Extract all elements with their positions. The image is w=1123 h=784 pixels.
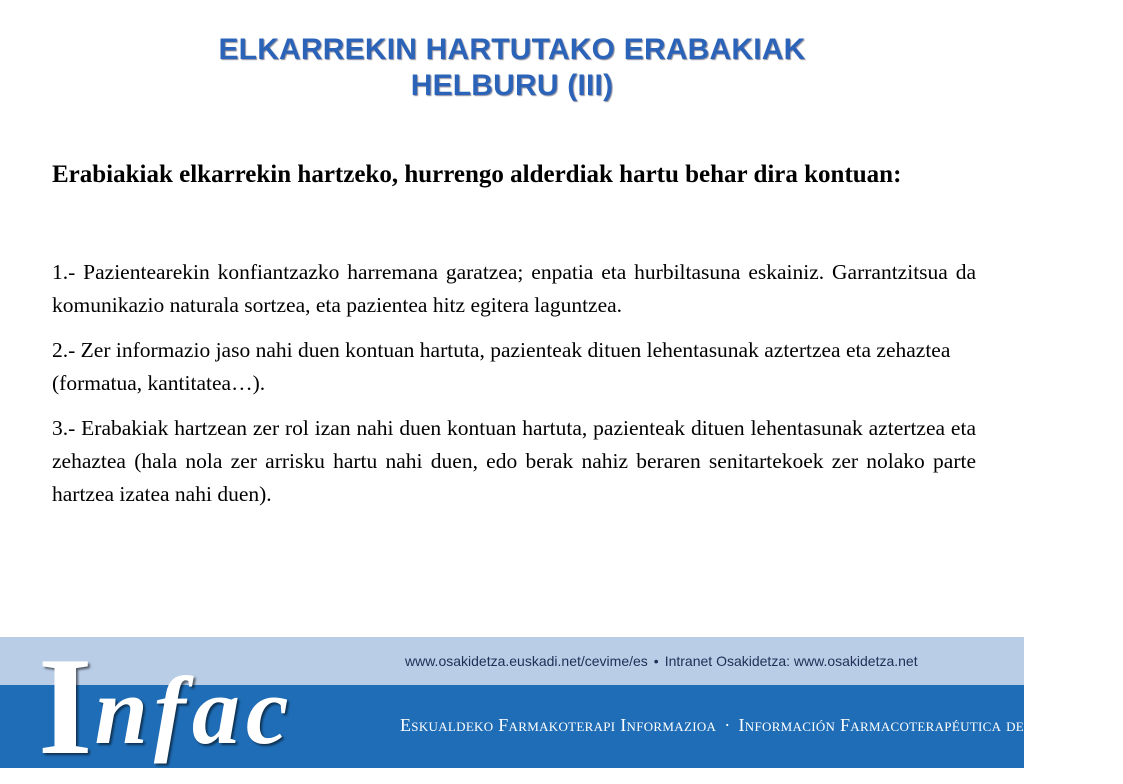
footer-url-intranet[interactable]: Intranet Osakidetza: www.osakidetza.net bbox=[664, 653, 918, 669]
footer-url-cevime[interactable]: www.osakidetza.euskadi.net/cevime/es bbox=[405, 653, 648, 669]
footer-url-separator: • bbox=[653, 653, 659, 669]
footer-description-separator: · bbox=[724, 715, 731, 735]
list-item-2: 2.- Zer informazio jaso nahi duen kontuan hartuta, pazienteak dituen lehentasunak aztertzea eta zehaztea (formatua, kantitatea…). bbox=[52, 338, 951, 395]
infac-logo-rest: nfac bbox=[94, 657, 295, 764]
infac-logo-initial: I bbox=[38, 629, 93, 784]
footer-description-spanish: Información Farmacoterapéutica de la Comarca bbox=[738, 715, 1123, 735]
list-item-3: 3.- Erabakiak hartzean zer rol izan nahi duen kontuan hartuta, pazienteak dituen lehentasunak aztertzea eta zehaztea (hala nola zer arrisku hartu nahi duen, edo berak nahiz beraren senitartekoek zer nolako parte hartzea izatea nahi duen). bbox=[52, 416, 976, 506]
slide-title-line-1: ELKARREKIN HARTUTAKO ERABAKIAK bbox=[218, 33, 806, 66]
footer-description bbox=[400, 715, 1123, 736]
slide-title-line-2: HELBURU (III) bbox=[410, 69, 614, 102]
intro-heading: Erabiakiak elkarrekin hartzeko, hurrengo alderdiak hartu behar dira kontuan: bbox=[52, 161, 902, 188]
footer-description-basque: Eskualdeko Farmakoterapi Informazioa bbox=[400, 715, 717, 735]
slide-title bbox=[0, 32, 1024, 104]
item-list bbox=[52, 256, 976, 523]
list-item-1: 1.- Pazientearekin konfiantzazko harremana garatzea; enpatia eta hurbiltasuna eskainiz. Garrantzitsua da komunikazio naturala sortzea, eta pazientea hitz egitera laguntzea. bbox=[52, 260, 976, 317]
footer-url-line bbox=[405, 653, 918, 669]
infac-logo bbox=[38, 629, 295, 784]
